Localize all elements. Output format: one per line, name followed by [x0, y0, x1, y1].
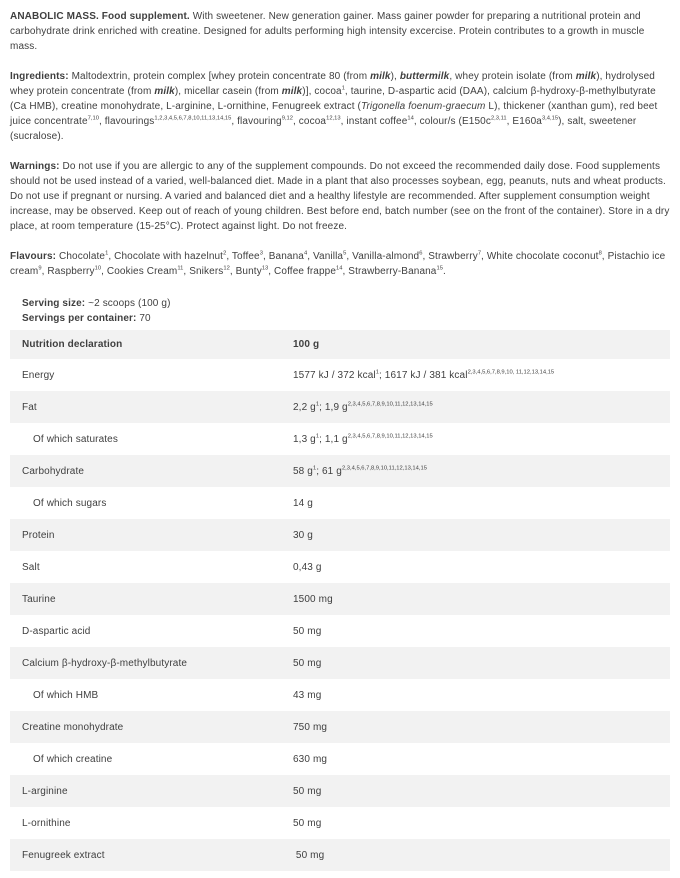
nutrient-label: L-ornithine	[22, 817, 71, 829]
nutrient-label: Calcium β-hydroxy-β-methylbutyrate	[22, 657, 188, 669]
nutrient-value: 43 mg	[293, 689, 322, 701]
ingredients-paragraph: Ingredients: Maltodextrin, protein complex [whey protein concentrate 80 (from milk), buttermilk, whey protein isolate (from milk), hydrolysed whey protein concentrate (from milk), micellar casein (from milk)], cocoa$^1$, taurine, D-aspartic acid (DAA), calcium β-hydroxy-β-methylbutyrate (Ca HMB), creatine monohydrate, L-arginine, L-ornithine, Fenugreek extract (Trigonella foenum-graecum L), thickener (xanthan gum), red beet juice concentrate$^{7,10}$, flavourings$^{1,2,3,4,5,6,7,8,10,11,13,14,15}$, flavouring$^{9,12}$, cocoa$^{12,13}$, instant coffee$^{14}$, colour/s ($E150c^{2,3,11}$, $E160a^{3,4,15}$), salt, sweetener (sucralose).	[10, 71, 658, 142]
table-row	[10, 839, 670, 871]
nutrient-label: D-aspartic acid	[22, 625, 91, 637]
nutrient-value: 1577 kJ / 372 kcal$^1$; 1617 kJ / 381 kcal$^{2,3,4,5,6,7,8,9,10, 11,12,13,14,15}$	[293, 369, 555, 381]
table-row	[10, 359, 670, 391]
table-row	[10, 775, 670, 807]
nutrient-label: Fenugreek extract	[22, 849, 105, 861]
nutrient-value: 50 mg	[293, 657, 322, 669]
nutrient-label: Carbohydrate	[22, 465, 85, 477]
table-row	[10, 519, 670, 551]
table-row	[10, 583, 670, 615]
nutrient-value: 0,43 g	[293, 561, 322, 573]
table-row	[10, 615, 670, 647]
table-row	[10, 807, 670, 839]
table-row	[10, 679, 670, 711]
table-header-row	[10, 330, 670, 359]
nutrient-value: 50 mg	[293, 849, 325, 861]
nutrient-value: 30 g	[293, 529, 313, 541]
table-row	[10, 423, 670, 455]
table-row	[10, 711, 670, 743]
nutrient-value: 2,2 $g^1$; 1,9 $g^{2,3,4,5,6,7,8,9,10,11,12,13,14,15}$	[293, 401, 433, 413]
serving-size-line: Serving size: ~2 scoops (100 g)	[22, 298, 171, 309]
nutrient-label: Fat	[22, 401, 37, 413]
nutrient-label: Energy	[22, 369, 55, 381]
nutrient-value: 1500 mg	[293, 593, 333, 605]
serving-info	[22, 296, 670, 326]
nutrient-label: Taurine	[22, 593, 56, 605]
nutrient-value: 1,3 $g^1$; 1,1 $g^{2,3,4,5,6,7,8,9,10,11,12,13,14,15}$	[293, 433, 433, 445]
intro-paragraph: ANABOLIC MASS. Food supplement. With sweetener. New generation gainer. Mass gainer powder for preparing a nutritional protein and carbohydrate drink enriched with creatine. Designed for adults performing high intensity excercise. Protein contributes to a growth in muscle mass.	[10, 11, 645, 52]
warnings-paragraph: Warnings: Do not use if you are allergic to any of the supplement compounds. Do not exceed the recommended daily dose. Food supplements should not be used instead of a varied, well-balanced diet. Made in a plant that also processes soybean, egg, peanuts, nuts and wheat products. Do not use if pregnant or nursing. A varied and balanced diet and a healthy lifestyle are recommended. After supplement consumption weight increase, may be observed. Keep out of reach of young children. Best before end, batch number (see on the front of the container). Store in a dry place, at room temperature (15-25°C). Protect against light. Do not freeze.	[10, 161, 670, 232]
servings-per-container-line: Servings per container: 70	[22, 313, 151, 324]
table-row	[10, 487, 670, 519]
nutrient-value: 14 g	[293, 497, 313, 509]
nutrient-value: 750 mg	[293, 721, 328, 733]
table-header-amount: 100 g	[293, 339, 320, 350]
nutrient-label: Creatine monohydrate	[22, 721, 124, 733]
nutrient-label: Salt	[22, 561, 40, 573]
nutrient-value: 50 mg	[293, 625, 322, 637]
nutrient-value: 58 $g^1$; 61 $g^{2,3,4,5,6,7,8,9,10,11,12,13,14,15}$	[293, 465, 427, 477]
nutrient-label: Of which saturates	[33, 433, 118, 445]
nutrient-label: Protein	[22, 529, 55, 541]
nutrient-label: Of which creatine	[33, 753, 113, 765]
table-row	[10, 743, 670, 775]
nutrition-table	[10, 330, 670, 871]
nutrient-label: Of which sugars	[33, 497, 107, 509]
nutrient-label: Of which HMB	[33, 689, 99, 701]
nutrient-value: 630 mg	[293, 753, 328, 765]
nutrient-label: L-arginine	[22, 785, 68, 797]
table-row	[10, 647, 670, 679]
flavours-paragraph: Flavours: Chocolate$^1$, Chocolate with hazelnut$^2$, Toffee$^3$, Banana$^4$, Vanilla$^5$, Vanilla-almond$^6$, Strawberry$^7$, White chocolate coconut$^8$, Pistachio ice cream$^9$, Raspberry$^{10}$, Cookies Cream$^{11}$, Snikers$^{12}$, Bunty$^{13}$, Coffee frappe$^{14}$, Strawberry-Banana$^{15}$.	[10, 250, 666, 277]
table-row	[10, 455, 670, 487]
nutrient-value: 50 mg	[293, 817, 322, 829]
nutrient-value: 50 mg	[293, 785, 322, 797]
table-row	[10, 391, 670, 423]
table-header-nutrition-declaration: Nutrition declaration	[22, 339, 123, 350]
table-row	[10, 551, 670, 583]
